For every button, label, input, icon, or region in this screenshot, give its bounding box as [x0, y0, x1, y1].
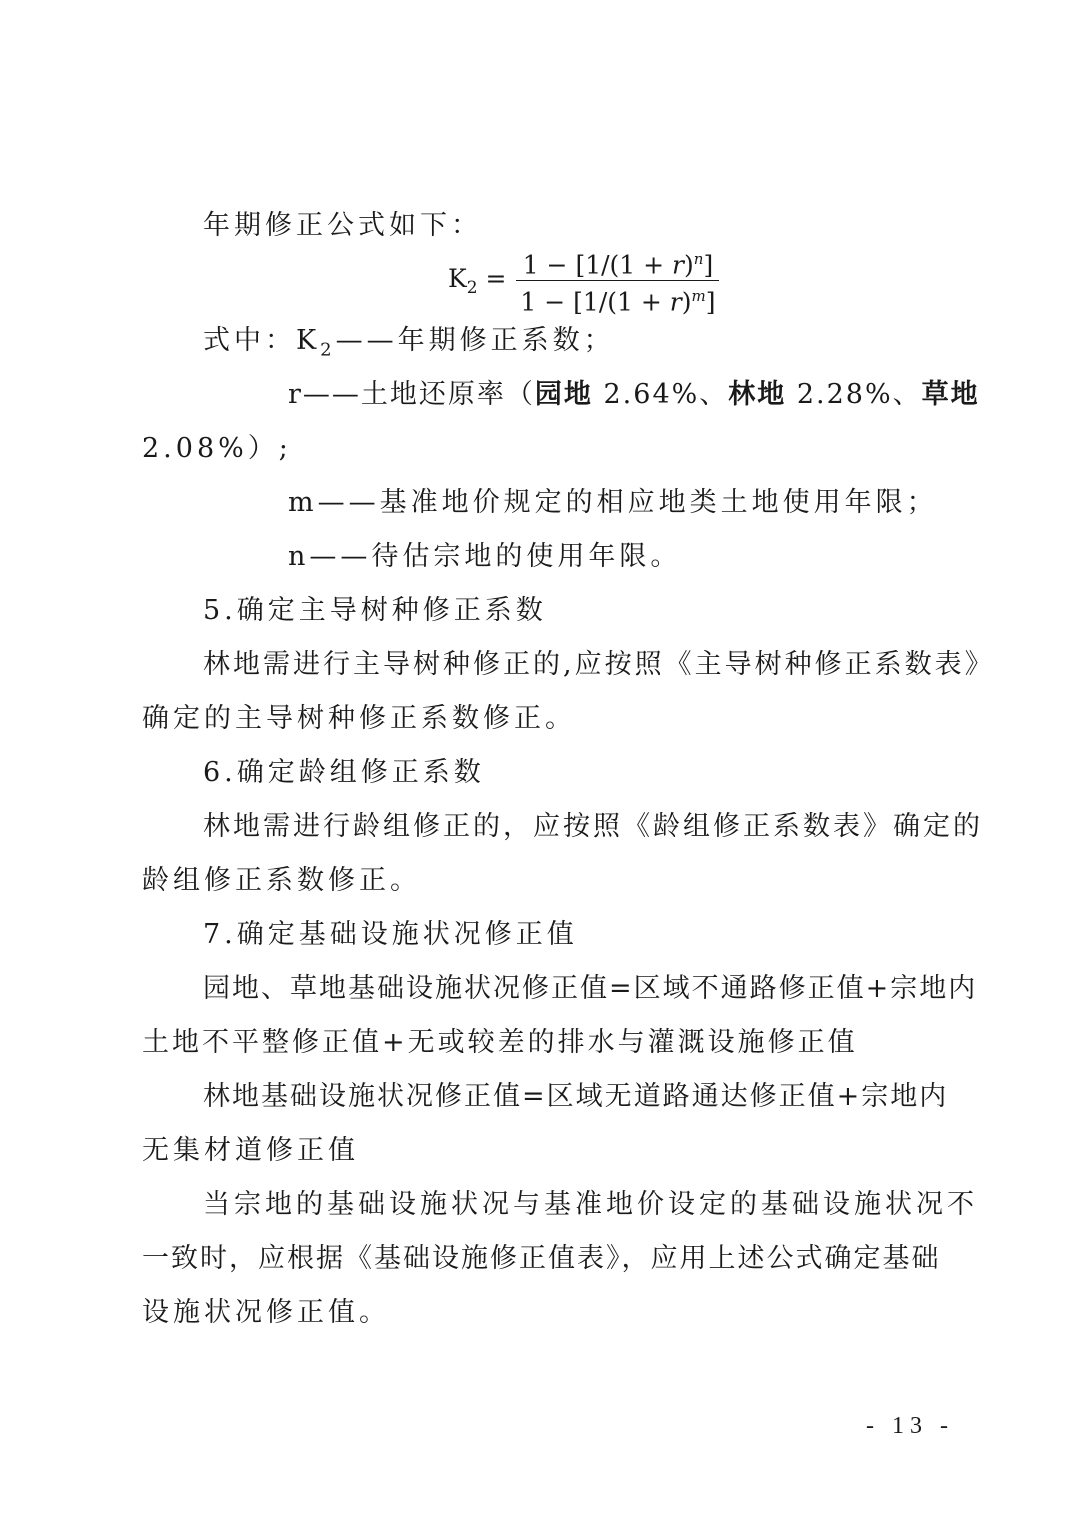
section-7-para3-line2: 一致时，应根据《基础设施修正值表》，应用上述公式确定基础 — [142, 1243, 941, 1274]
where-k2: 式中：$K_2——$年期修正系数； — [203, 325, 615, 361]
section-6-para-line1: 林地需进行龄组修正的，应按照《龄组修正系数表》确定的 — [203, 811, 983, 842]
section-5-para-line2: 确定的主导树种修正系数修正。 — [142, 703, 576, 734]
section-6-para-line2: 龄组修正系数修正。 — [142, 865, 421, 896]
formula-lhs: $K_2$ = — [448, 263, 507, 298]
r-definition: r——土地还原率（园地 2.64%、林地 2.28%、草地 — [288, 379, 980, 410]
section-7-para3-line3: 设施状况修正值。 — [142, 1297, 390, 1328]
section-5-para-line1: 林地需进行主导树种修正的,应按照《主导树种修正系数表》 — [203, 649, 995, 680]
m-definition: m——基准地价规定的相应地类土地使用年限； — [288, 487, 938, 518]
formula-k2 — [448, 244, 719, 318]
page-number: - 13 - — [866, 1413, 954, 1439]
section-7-para3-line1: 当宗地的基础设施状况与基准地价设定的基础设施状况不 — [203, 1189, 978, 1220]
formula-denominator: $1 - [1/(1 + r)^m]$ — [520, 287, 716, 317]
section-6-title: 6.确定龄组修正系数 — [203, 757, 485, 788]
section-7-para1-line1: 园地、草地基础设施状况修正值=区域不通路修正值+宗地内 — [203, 973, 978, 1004]
formula-fraction — [516, 244, 719, 318]
section-7-para2-line1: 林地基础设施状况修正值=区域无道路通达修正值+宗地内 — [203, 1081, 949, 1112]
section-7-title: 7.确定基础设施状况修正值 — [203, 919, 578, 950]
formula-intro: 年期修正公式如下： — [203, 210, 482, 241]
section-7-para2-line2: 无集材道修正值 — [142, 1135, 359, 1166]
formula-numerator: $1 - [1/(1 + r)^n]$ — [522, 250, 714, 280]
section-5-title: 5.确定主导树种修正系数 — [203, 595, 547, 626]
r-definition-cont: 2.08%）; — [142, 433, 292, 464]
n-definition: n——待估宗地的使用年限。 — [288, 541, 682, 572]
section-7-para1-line2: 土地不平整修正值+无或较差的排水与灌溉设施修正值 — [142, 1027, 858, 1058]
